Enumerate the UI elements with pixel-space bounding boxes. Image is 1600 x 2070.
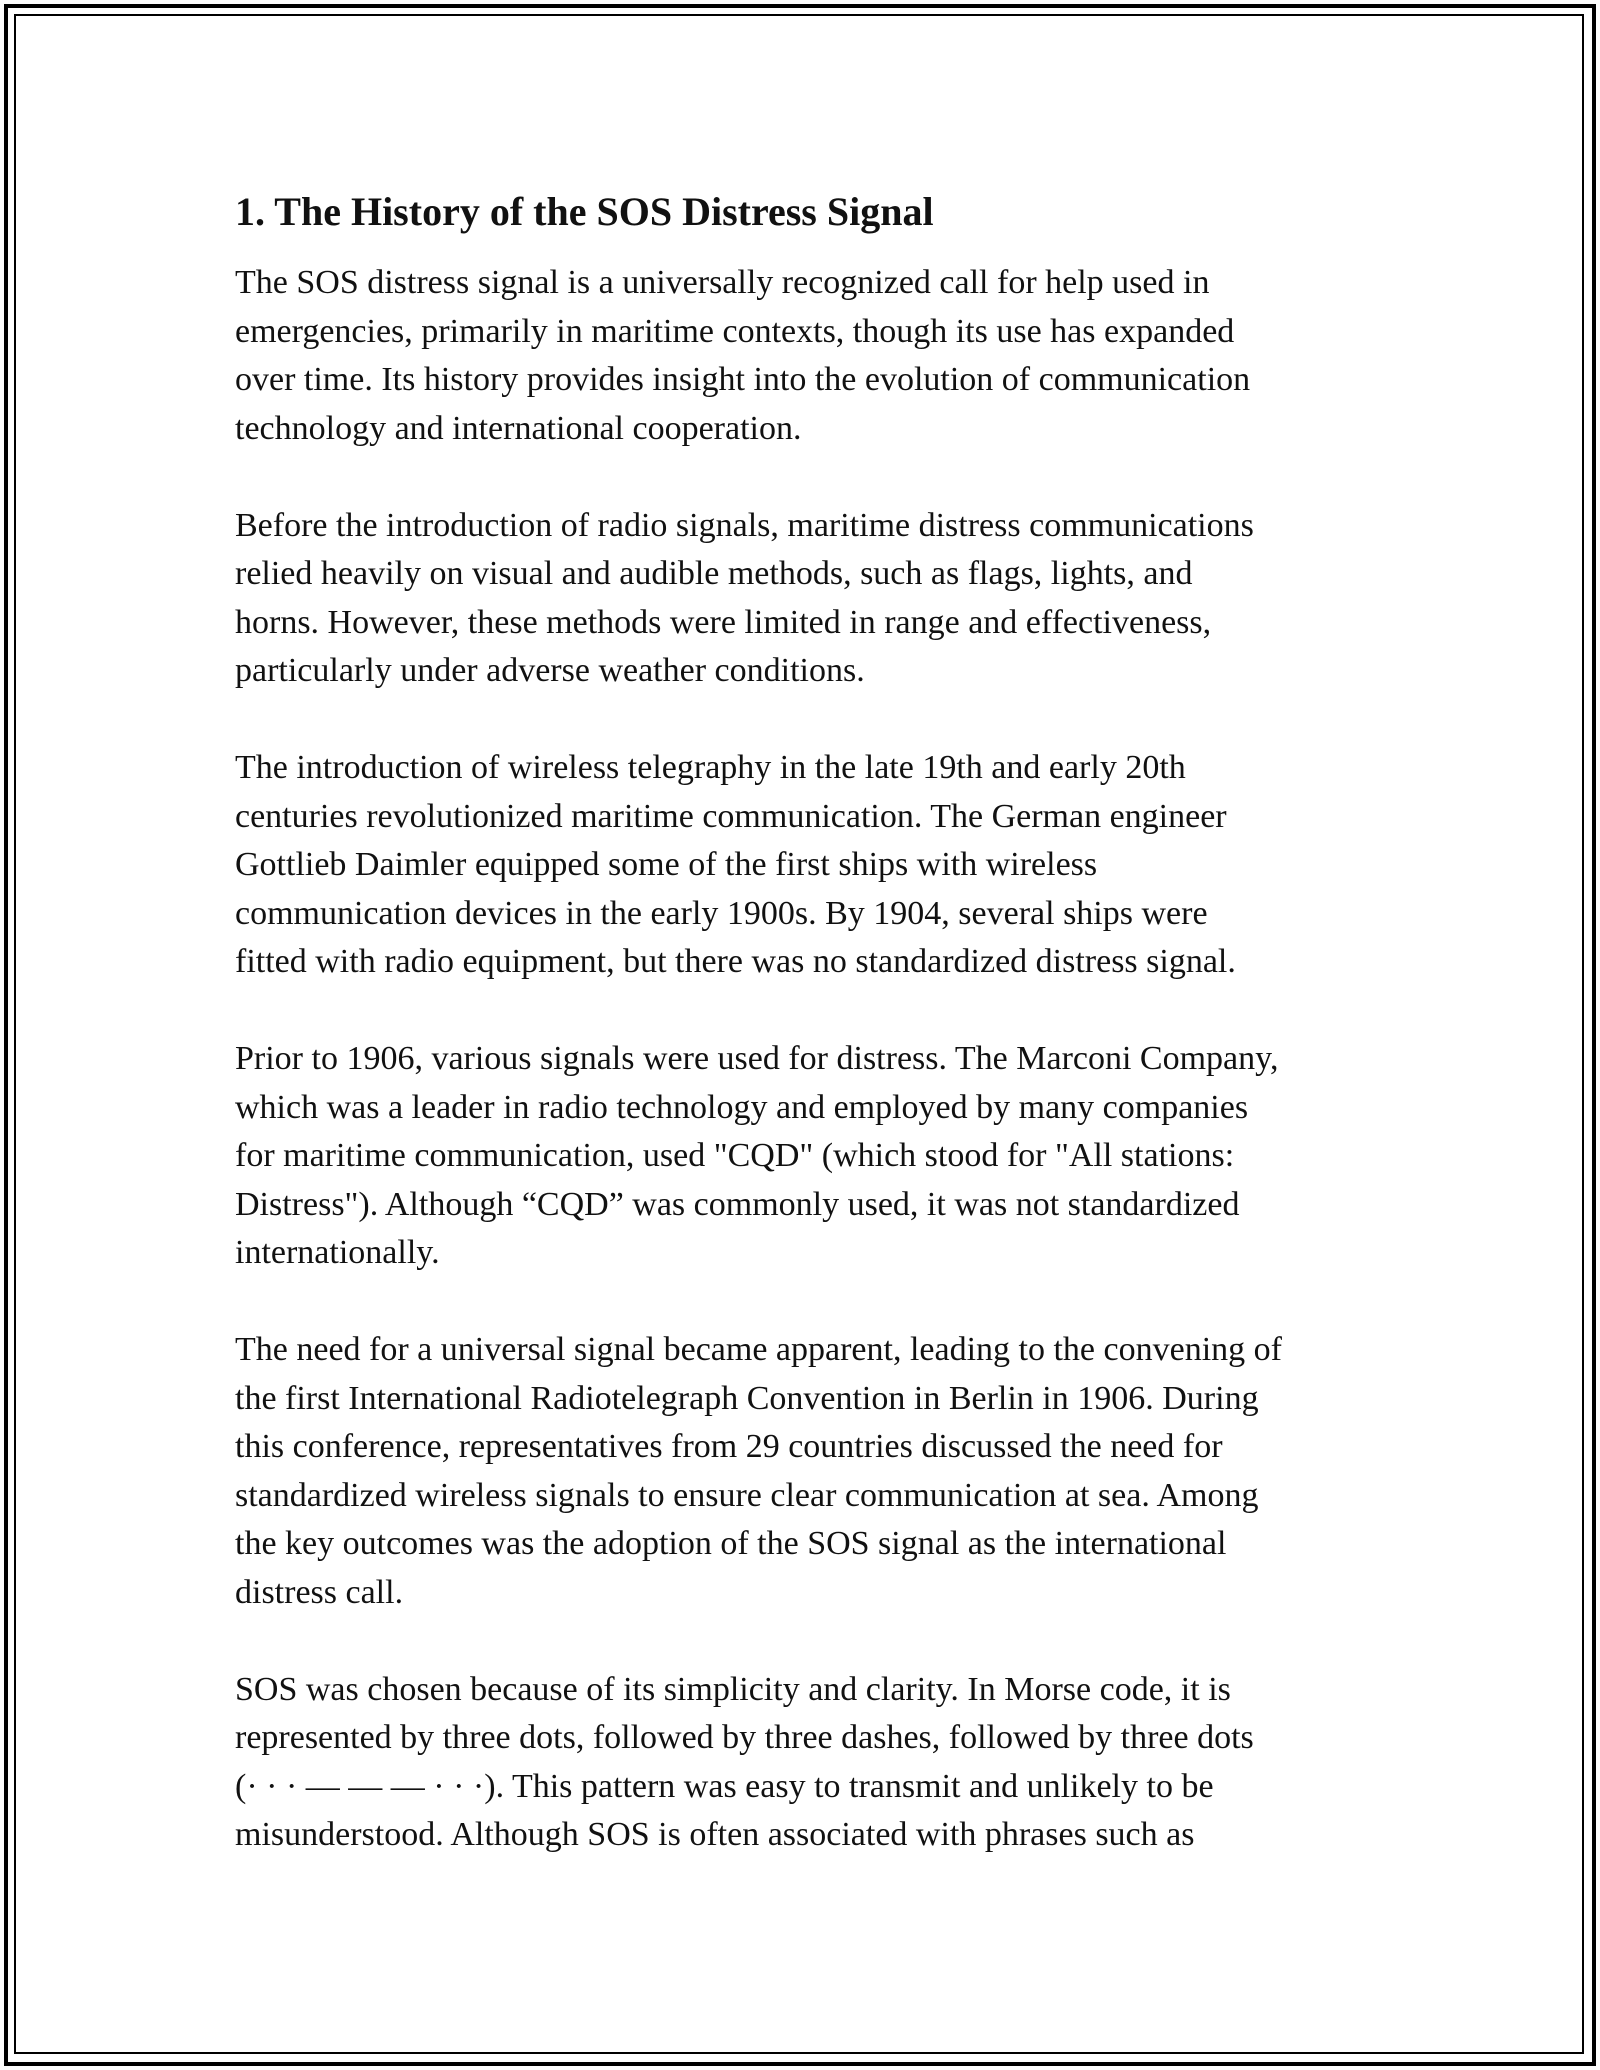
text-line: particularly under adverse weather conditions.	[235, 652, 865, 689]
text-line: the first International Radiotelegraph Convention in Berlin in 1906. During	[235, 1379, 1259, 1417]
text-line: The SOS distress signal is a universally recognized call for help used in	[235, 264, 1210, 301]
text-line: emergencies, primarily in maritime contexts, though its use has expanded	[235, 312, 1235, 350]
section-heading: 1. The History of the SOS Distress Signal	[235, 189, 934, 234]
paragraph-pre-radio	[235, 502, 1375, 696]
paragraph-cqd	[235, 1035, 1375, 1278]
text-line: internationally.	[235, 1234, 440, 1271]
text-line: (· · · — — — · · ·). This pattern was easy to transmit and unlikely to be	[235, 1767, 1214, 1805]
paragraph-convention	[235, 1326, 1375, 1617]
text-line: horns. However, these methods were limited in range and effectiveness,	[235, 603, 1212, 641]
text-line: for maritime communication, used "CQD" (which stood for "All stations:	[235, 1137, 1235, 1174]
paragraph-wireless-telegraphy	[235, 744, 1375, 987]
paragraph-morse-code	[235, 1666, 1375, 1860]
text-line: which was a leader in radio technology and employed by many companies	[235, 1088, 1249, 1126]
document-body	[235, 182, 1375, 1908]
text-line: SOS was chosen because of its simplicity and clarity. In Morse code, it is	[235, 1670, 1231, 1708]
paragraph-intro	[235, 259, 1375, 453]
text-line: misunderstood. Although SOS is often associated with phrases such as	[235, 1816, 1195, 1853]
text-line: Gottlieb Daimler equipped some of the first ships with wireless	[235, 846, 1098, 883]
text-line: represented by three dots, followed by three dashes, followed by three dots	[235, 1719, 1254, 1756]
text-line: Before the introduction of radio signals, maritime distress communications	[235, 506, 1254, 544]
text-line: fitted with radio equipment, but there was no standardized distress signal.	[235, 943, 1236, 980]
text-line: distress call.	[235, 1573, 404, 1611]
text-line: communication devices in the early 1900s. By 1904, several ships were	[235, 894, 1208, 932]
text-line: The introduction of wireless telegraphy in the late 19th and early 20th	[235, 749, 1186, 786]
text-line: Prior to 1906, various signals were used for distress. The Marconi Company,	[235, 1040, 1279, 1077]
text-line: standardized wireless signals to ensure clear communication at sea. Among	[235, 1476, 1259, 1514]
text-line: Distress"). Although “CQD” was commonly used, it was not standardized	[235, 1185, 1240, 1223]
text-line: this conference, representatives from 29 countries discussed the need for	[235, 1428, 1223, 1465]
text-line: technology and international cooperation.	[235, 409, 802, 447]
text-line: The need for a universal signal became apparent, leading to the convening of	[235, 1331, 1282, 1368]
text-line: the key outcomes was the adoption of the SOS signal as the international	[235, 1525, 1227, 1562]
text-line: over time. Its history provides insight into the evolution of communication	[235, 361, 1251, 398]
text-line: relied heavily on visual and audible methods, such as flags, lights, and	[235, 555, 1193, 592]
text-line: centuries revolutionized maritime communication. The German engineer	[235, 797, 1227, 835]
